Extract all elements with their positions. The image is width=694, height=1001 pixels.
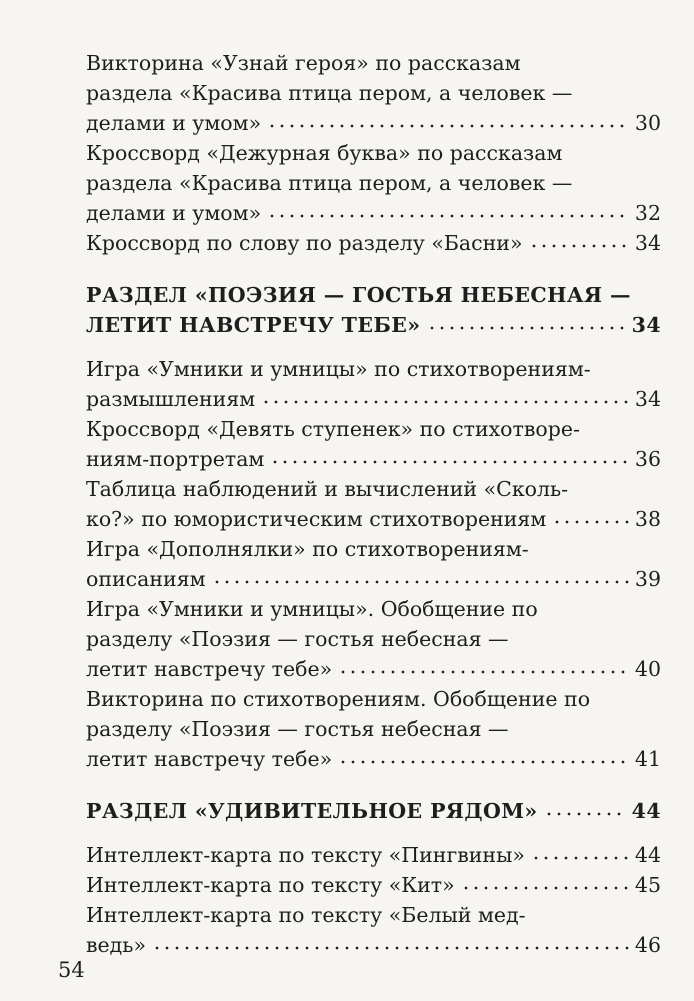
- toc-entry-line: разделу «Поэзия — гостья небесная —: [86, 717, 509, 741]
- table-of-contents: [0, 48, 694, 960]
- toc-page-number: 44: [631, 799, 661, 823]
- toc-entry-line: Кроссворд «Дежурная буква» по рассказам: [86, 141, 563, 165]
- toc-entry-last-line: [0, 930, 661, 960]
- toc-entry-line: делами и умом»: [86, 201, 262, 225]
- toc-entry-last-line: [0, 504, 661, 534]
- toc-entry: [0, 900, 694, 960]
- toc-entry: [0, 840, 694, 870]
- toc-entry-line: Кроссворд по слову по разделу «Басни»: [86, 231, 523, 255]
- toc-section-heading: [0, 796, 694, 826]
- toc-entry-last-line: [0, 198, 661, 228]
- toc-page-number: 39: [634, 567, 661, 591]
- toc-entry-line: Кроссворд «Девять ступенек» по стихотворе-: [86, 417, 580, 441]
- toc-entry-last-line: [0, 384, 661, 414]
- dot-leader: [544, 796, 627, 818]
- toc-entry-line: летит навстречу тебе»: [86, 747, 333, 771]
- toc-entry-line: делами и умом»: [86, 111, 262, 135]
- toc-entry-last-line: [0, 840, 661, 870]
- toc-entry-line: разделу «Поэзия — гостья небесная —: [86, 627, 509, 651]
- toc-entry-line: Викторина «Узнай героя» по рассказам: [86, 51, 521, 75]
- toc-page-number: 46: [634, 933, 661, 957]
- toc-page-number: 40: [634, 657, 661, 681]
- dot-leader: [270, 444, 630, 466]
- toc-entry-last-line: [0, 310, 661, 340]
- toc-entry: [0, 594, 694, 684]
- toc-entry-line: Игра «Дополнялки» по стихотворениям-: [86, 537, 529, 561]
- toc-section-heading: [0, 280, 694, 340]
- toc-entry-line: Таблица наблюдений и вычислений «Сколь-: [86, 477, 569, 501]
- dot-leader: [267, 108, 630, 130]
- toc-entry-line: летит навстречу тебе»: [86, 657, 333, 681]
- toc-entry-last-line: [0, 564, 661, 594]
- toc-entry-last-line: [0, 228, 661, 258]
- toc-page-number: 41: [634, 747, 661, 771]
- toc-entry-line: ко?» по юмористическим стихотворениям: [86, 507, 547, 531]
- toc-entry-last-line: [0, 870, 661, 900]
- toc-page-number: 30: [634, 111, 661, 135]
- spacer: [0, 826, 694, 840]
- toc-entry-last-line: [0, 796, 661, 826]
- dot-leader: [212, 564, 630, 586]
- dot-leader: [338, 744, 630, 766]
- dot-leader: [267, 198, 630, 220]
- toc-entry-last-line: [0, 108, 661, 138]
- toc-page-number: 34: [634, 231, 661, 255]
- dot-leader: [531, 840, 630, 862]
- toc-entry-line: Интеллект-карта по тексту «Кит»: [86, 873, 455, 897]
- dot-leader: [529, 228, 630, 250]
- toc-entry: [0, 48, 694, 138]
- toc-page-number: 36: [634, 447, 661, 471]
- toc-entry-line: РАЗДЕЛ «ПОЭЗИЯ — ГОСТЬЯ НЕБЕСНАЯ —: [86, 283, 631, 307]
- dot-leader: [461, 870, 630, 892]
- toc-entry-line: раздела «Красива птица пером, а человек —: [86, 171, 573, 195]
- toc-entry-line: Игра «Умники и умницы». Обобщение по: [86, 597, 538, 621]
- toc-entry-line: РАЗДЕЛ «УДИВИТЕЛЬНОЕ РЯДОМ»: [86, 799, 538, 823]
- toc-entry-line: ведь»: [86, 933, 146, 957]
- toc-entry: [0, 534, 694, 594]
- toc-entry: [0, 228, 694, 258]
- dot-leader: [261, 384, 630, 406]
- toc-entry: [0, 474, 694, 534]
- toc-page-number: 44: [634, 843, 661, 867]
- toc-page-number: 34: [631, 313, 661, 337]
- toc-page-number: 38: [634, 507, 661, 531]
- toc-page-number: 45: [634, 873, 661, 897]
- spacer: [0, 774, 694, 796]
- toc-entry: [0, 354, 694, 414]
- toc-entry-last-line: [0, 444, 661, 474]
- toc-entry-line: Викторина по стихотворениям. Обобщение по: [86, 687, 591, 711]
- toc-entry-last-line: [0, 744, 661, 774]
- toc-entry-last-line: [0, 654, 661, 684]
- toc-entry-line: Игра «Умники и умницы» по стихотворениям-: [86, 357, 591, 381]
- toc-entry-line: Интеллект-карта по тексту «Пингвины»: [86, 843, 525, 867]
- dot-leader: [152, 930, 630, 952]
- spacer: [0, 258, 694, 280]
- toc-entry: [0, 870, 694, 900]
- dot-leader: [338, 654, 630, 676]
- page-number: 54: [58, 958, 85, 982]
- toc-entry: [0, 414, 694, 474]
- toc-entry: [0, 684, 694, 774]
- dot-leader: [552, 504, 630, 526]
- toc-page-number: 34: [634, 387, 661, 411]
- toc-page-number: 32: [634, 201, 661, 225]
- toc-entry: [0, 138, 694, 228]
- toc-entry-line: описаниям: [86, 567, 206, 591]
- dot-leader: [427, 310, 627, 332]
- toc-entry-line: раздела «Красива птица пером, а человек —: [86, 81, 573, 105]
- toc-entry-line: Интеллект-карта по тексту «Белый мед-: [86, 903, 526, 927]
- toc-entry-line: ЛЕТИТ НАВСТРЕЧУ ТЕБЕ»: [86, 313, 421, 337]
- spacer: [0, 340, 694, 354]
- toc-entry-line: ниям-портретам: [86, 447, 265, 471]
- toc-entry-line: размышлениям: [86, 387, 256, 411]
